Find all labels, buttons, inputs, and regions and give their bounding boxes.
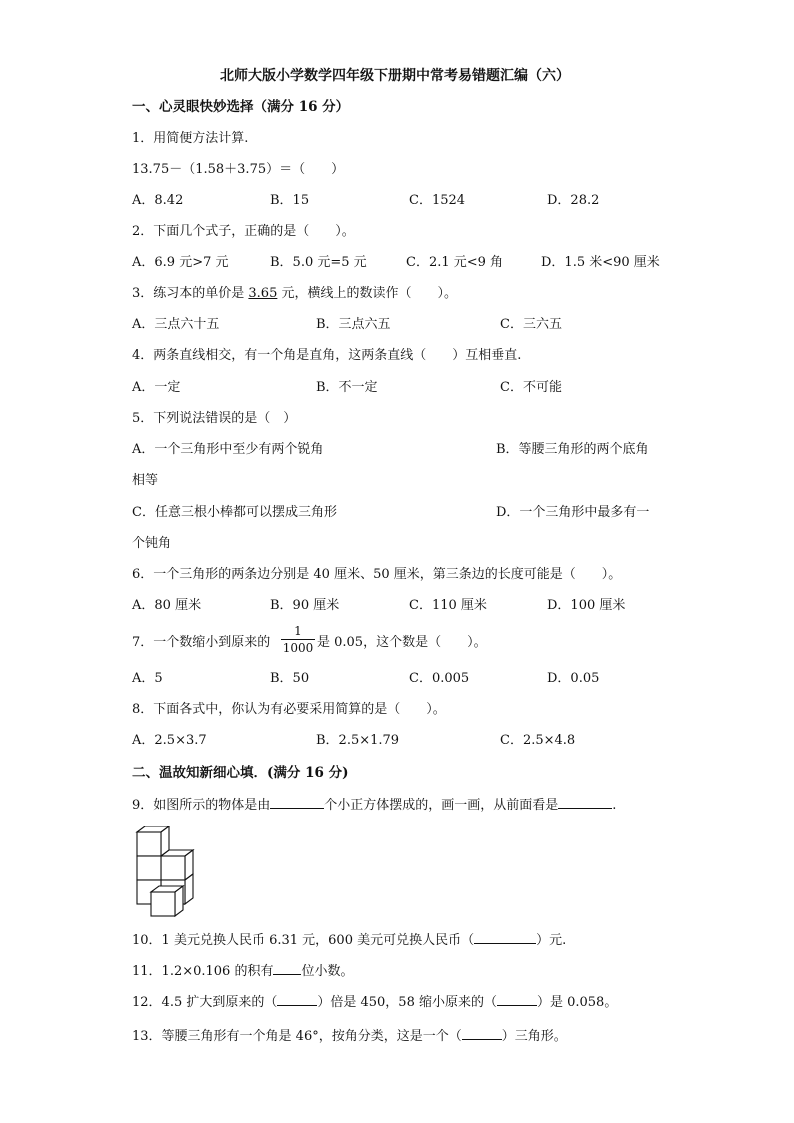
q5-option-c: C．任意三根小棒都可以摆成三角形: [132, 505, 337, 520]
q1-stem: 1．用简便方法计算.: [132, 131, 249, 146]
q3-stem: [132, 286, 457, 302]
q2-stem: 2．下面几个式子，正确的是（ ）。: [132, 224, 355, 239]
q13-stem: [132, 1027, 567, 1045]
q5-option-b-continued: 相等: [132, 473, 159, 488]
q2-option-a: A．6.9 元>7 元: [132, 255, 229, 270]
q8-stem: 8．下面各式中，你认为有必要采用简算的是（ ）。: [132, 702, 446, 717]
q12-blank-1[interactable]: [277, 993, 317, 1006]
q4-stem: 4．两条直线相交，有一个角是直角，这两条直线（ ）互相垂直.: [132, 348, 522, 363]
q4-option-b: B．不一定: [316, 380, 378, 395]
q5-option-d: D．一个三角形中最多有一: [496, 505, 650, 520]
q9-stem: [132, 796, 616, 814]
q1-option-b: B．15: [270, 193, 310, 208]
q6-option-c: C．110 厘米: [409, 598, 487, 613]
q3-option-a: A．三点六十五: [132, 317, 220, 332]
q3-stem-pre: 3．练习本的单价是: [132, 286, 249, 301]
q7-fraction: [281, 624, 315, 655]
q7-fraction-denominator: 1000: [282, 641, 314, 655]
q1-option-a: A．8.42: [132, 193, 184, 208]
q10-stem-pre: 10．1 美元兑换人民币 6.31 元，600 美元可兑换人民币（: [132, 933, 475, 948]
q10-stem: [132, 931, 566, 949]
q2-option-b: B．5.0 元=5 元: [270, 255, 367, 270]
q4-option-a: A．一定: [132, 380, 181, 395]
q11-blank[interactable]: [273, 962, 301, 975]
cube-front-face: [161, 856, 185, 880]
q7-fraction-bar: [281, 639, 315, 640]
cube-front-face: [137, 856, 161, 880]
q13-stem-pre: 13．等腰三角形有一个角是 46°，按角分类，这是一个（: [132, 1029, 462, 1044]
q9-stem-post: .: [612, 798, 617, 813]
page-title: 北师大版小学数学四年级下册期中常考易错题汇编（六）: [220, 68, 570, 84]
q9-stem-pre: 9．如图所示的物体是由: [132, 798, 271, 813]
cube-side-face: [185, 874, 193, 904]
q10-stem-post: ）元.: [536, 933, 567, 948]
q4-option-c: C．不可能: [500, 380, 562, 395]
q9-blank-front-view[interactable]: [558, 796, 612, 809]
q11-stem-pre: 11．1.2×0.106 的积有: [132, 964, 274, 979]
q7-fraction-numerator: 1: [294, 624, 302, 638]
q3-option-b: B．三点六五: [316, 317, 391, 332]
q3-stem-post: 元，横线上的数读作（ ）。: [277, 286, 457, 301]
q12-stem-pre: 12．4.5 扩大到原来的（: [132, 995, 278, 1010]
cube-front-face: [151, 892, 175, 916]
section-2-heading: 二、温故知新细心填．(满分 16 分): [132, 765, 349, 781]
q8-option-a: A．2.5×3.7: [132, 733, 207, 748]
q3-option-c: C．三六五: [500, 317, 562, 332]
q2-option-c: C．2.1 元<9 角: [406, 255, 504, 270]
q12-stem-mid: ）倍是 450，58 缩小原来的（: [317, 995, 497, 1010]
q11-stem-post: 位小数。: [301, 964, 354, 979]
q3-underlined-number: 3.65: [248, 286, 278, 301]
q1-option-d: D．28.2: [547, 193, 600, 208]
q13-stem-post: ）三角形。: [501, 1029, 567, 1044]
q12-blank-2[interactable]: [497, 993, 537, 1006]
q7-stem-post: 是 0.05，这个数是（ ）。: [317, 635, 487, 650]
cube-side-face: [175, 886, 183, 916]
q8-option-c: C．2.5×4.8: [500, 733, 576, 748]
q10-blank[interactable]: [474, 931, 536, 944]
q1-expression: 13.75－（1.58＋3.75）＝（ ）: [132, 162, 345, 177]
q6-option-a: A．80 厘米: [132, 598, 202, 613]
q1-option-c: C．1524: [409, 193, 466, 208]
q9-blank-count[interactable]: [270, 796, 324, 809]
q5-stem: 5．下列说法错误的是（ ）: [132, 411, 297, 426]
cube-stack-figure: [131, 826, 197, 918]
q11-stem: [132, 962, 353, 980]
q7-option-b: B．50: [270, 671, 310, 686]
q13-blank[interactable]: [462, 1027, 502, 1040]
q12-stem-post: ）是 0.058。: [536, 995, 618, 1010]
cube-side-face: [161, 826, 169, 856]
q6-stem: 6．一个三角形的两条边分别是 40 厘米、50 厘米，第三条边的长度可能是（ ）。: [132, 567, 622, 582]
q7-option-a: A．5: [132, 671, 163, 686]
q7-option-d: D．0.05: [547, 671, 600, 686]
q6-option-b: B．90 厘米: [270, 598, 340, 613]
q7-stem-pre: 7．一个数缩小到原来的: [132, 635, 271, 650]
q6-option-d: D．100 厘米: [547, 598, 626, 613]
q7-option-c: C．0.005: [409, 671, 470, 686]
q2-option-d: D．1.5 米<90 厘米: [541, 255, 660, 270]
cube-front-face: [137, 832, 161, 856]
q9-stem-mid: 个小正方体摆成的，画一画，从前面看是: [324, 798, 559, 813]
q5-option-d-continued: 个钝角: [132, 536, 172, 551]
q8-option-b: B．2.5×1.79: [316, 733, 400, 748]
q12-stem: [132, 993, 617, 1011]
q5-option-a: A．一个三角形中至少有两个锐角: [132, 442, 324, 457]
q5-option-b: B．等腰三角形的两个底角: [496, 442, 649, 457]
section-1-heading: 一、心灵眼快妙选择（满分 16 分）: [132, 99, 350, 115]
